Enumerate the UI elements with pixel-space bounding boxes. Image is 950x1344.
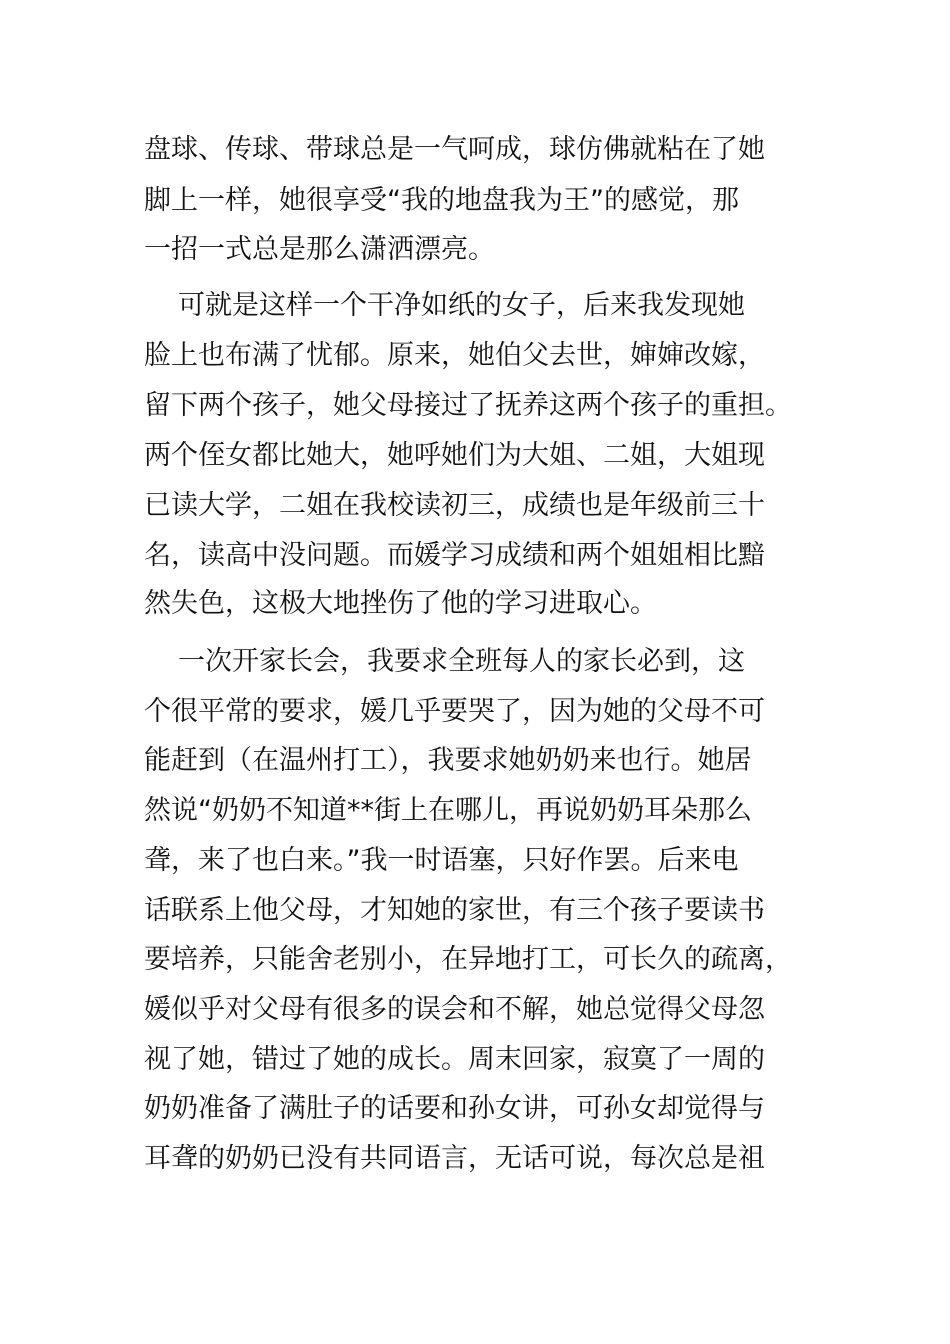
text-line: 名，读高中没问题。而媛学习成绩和两个姐姐相比黯 xyxy=(144,540,765,571)
text-line: 已读大学，二姐在我校读初三，成绩也是年级前三十 xyxy=(144,490,765,521)
text-line: 一次开家长会，我要求全班每人的家长必到，这 xyxy=(178,646,745,677)
text-line: 要培养，只能舍老别小，在异地打工，可长久的疏离， xyxy=(144,944,792,975)
text-line: 话联系上他父母，才知她的家世，有三个孩子要读书 xyxy=(144,895,765,926)
text-line: 媛似乎对父母有很多的误会和不解，她总觉得父母忽 xyxy=(144,994,765,1025)
text-line: 然说“奶奶不知道**街上在哪儿，再说奶奶耳朵那么 xyxy=(144,795,752,826)
text-line: 奶奶准备了满肚子的话要和孙女讲，可孙女却觉得与 xyxy=(144,1093,765,1124)
text-line: 盘球、传球、带球总是一气呵成，球仿佛就粘在了她 xyxy=(144,134,765,165)
text-line: 脸上也布满了忧郁。原来，她伯父去世，婶婶改嫁， xyxy=(144,340,765,371)
text-line: 然失色，这极大地挫伤了他的学习进取心。 xyxy=(144,588,657,619)
text-line: 个很平常的要求，媛几乎要哭了，因为她的父母不可 xyxy=(144,696,765,727)
text-line: 留下两个孩子，她父母接过了抚养这两个孩子的重担。 xyxy=(144,390,792,421)
text-line: 视了她，错过了她的成长。周末回家，寂寞了一周的 xyxy=(144,1044,765,1075)
text-line: 聋，来了也白来。”我一时语塞，只好作罢。后来电 xyxy=(144,845,739,876)
text-line: 可就是这样一个干净如纸的女子，后来我发现她 xyxy=(178,290,745,321)
text-line: 一招一式总是那么潇洒漂亮。 xyxy=(144,234,495,265)
text-line: 两个侄女都比她大，她呼她们为大姐、二姐，大姐现 xyxy=(144,440,765,471)
text-line: 脚上一样，她很享受“我的地盘我为王”的感觉，那 xyxy=(144,185,739,216)
text-line: 能赶到（在温州打工），我要求她奶奶来也行。她居 xyxy=(144,745,752,776)
text-line: 耳聋的奶奶已没有共同语言，无话可说，每次总是祖 xyxy=(144,1143,765,1174)
